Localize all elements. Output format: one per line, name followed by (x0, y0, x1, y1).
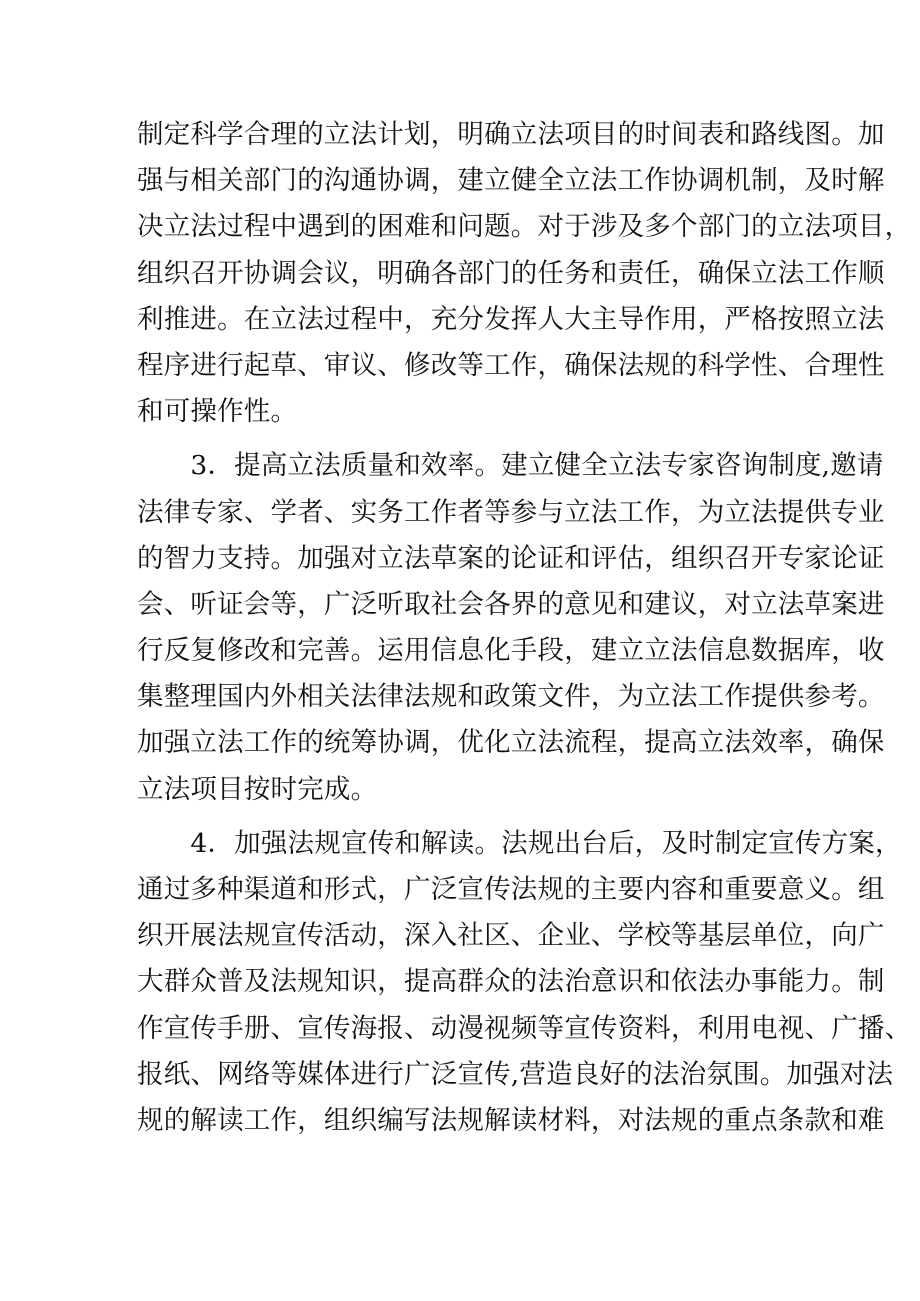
text-line: 4．加强法规宣传和解读。法规出台后，及时制定宣传方案， (137, 827, 902, 859)
text-line: 报纸、网络等媒体进行广泛宣传,营造良好的法治氛围。加强对法 (137, 1058, 894, 1090)
paragraph-gap (137, 435, 797, 443)
text-line: 法律专家、学者、实务工作者等参与立法工作，为立法提供专业 (137, 496, 885, 528)
text-line: 利推进。在立法过程中，充分发挥人大主导作用，严格按照立法 (137, 303, 885, 335)
text-line: 大群众普及法规知识，提高群众的法治意识和依法办事能力。制 (137, 966, 885, 998)
paragraph-1 (137, 112, 912, 435)
text-line: 立法项目按时完成。 (137, 773, 378, 805)
text-line: 会、听证会等，广泛听取社会各界的意见和建议，对立法草案进 (137, 588, 885, 620)
text-line: 强与相关部门的沟通协调，建立健全立法工作协调机制，及时解 (137, 165, 885, 197)
text-line: 加强立法工作的统筹协调，优化立法流程，提高立法效率，确保 (137, 727, 885, 759)
text-line: 程序进行起草、审议、修改等工作，确保法规的科学性、合理性 (137, 349, 885, 381)
text-line: 和可操作性。 (137, 396, 298, 428)
text-line: 通过多种渠道和形式，广泛宣传法规的主要内容和重要意义。组 (137, 874, 885, 905)
text-line: 的智力支持。加强对立法草案的论证和评估，组织召开专家论证 (137, 542, 885, 574)
text-line: 规的解读工作，组织编写法规解读材料，对法规的重点条款和难 (137, 1104, 885, 1136)
document-body (137, 112, 912, 1144)
text-line: 织开展法规宣传活动，深入社区、企业、学校等基层单位，向广 (137, 920, 885, 952)
paragraph-gap (137, 813, 797, 821)
text-line: 制定科学合理的立法计划，明确立法项目的时间表和路线图。加 (137, 119, 885, 150)
text-line: 组织召开协调会议，明确各部门的任务和责任，确保立法工作顺 (137, 257, 885, 289)
text-line: 决立法过程中遇到的困难和问题。对于涉及多个部门的立法项目， (137, 211, 912, 243)
text-line: 行反复修改和完善。运用信息化手段，建立立法信息数据库，收 (137, 635, 885, 667)
text-line: 3．提高立法质量和效率。建立健全立法专家咨询制度,邀请 (137, 450, 884, 482)
paragraph-3 (137, 821, 912, 1144)
text-line: 作宣传手册、宣传海报、动漫视频等宣传资料，利用电视、广播、 (137, 1012, 912, 1044)
paragraph-2 (137, 443, 885, 813)
text-line: 集整理国内外相关法律法规和政策文件，为立法工作提供参考。 (137, 681, 885, 713)
